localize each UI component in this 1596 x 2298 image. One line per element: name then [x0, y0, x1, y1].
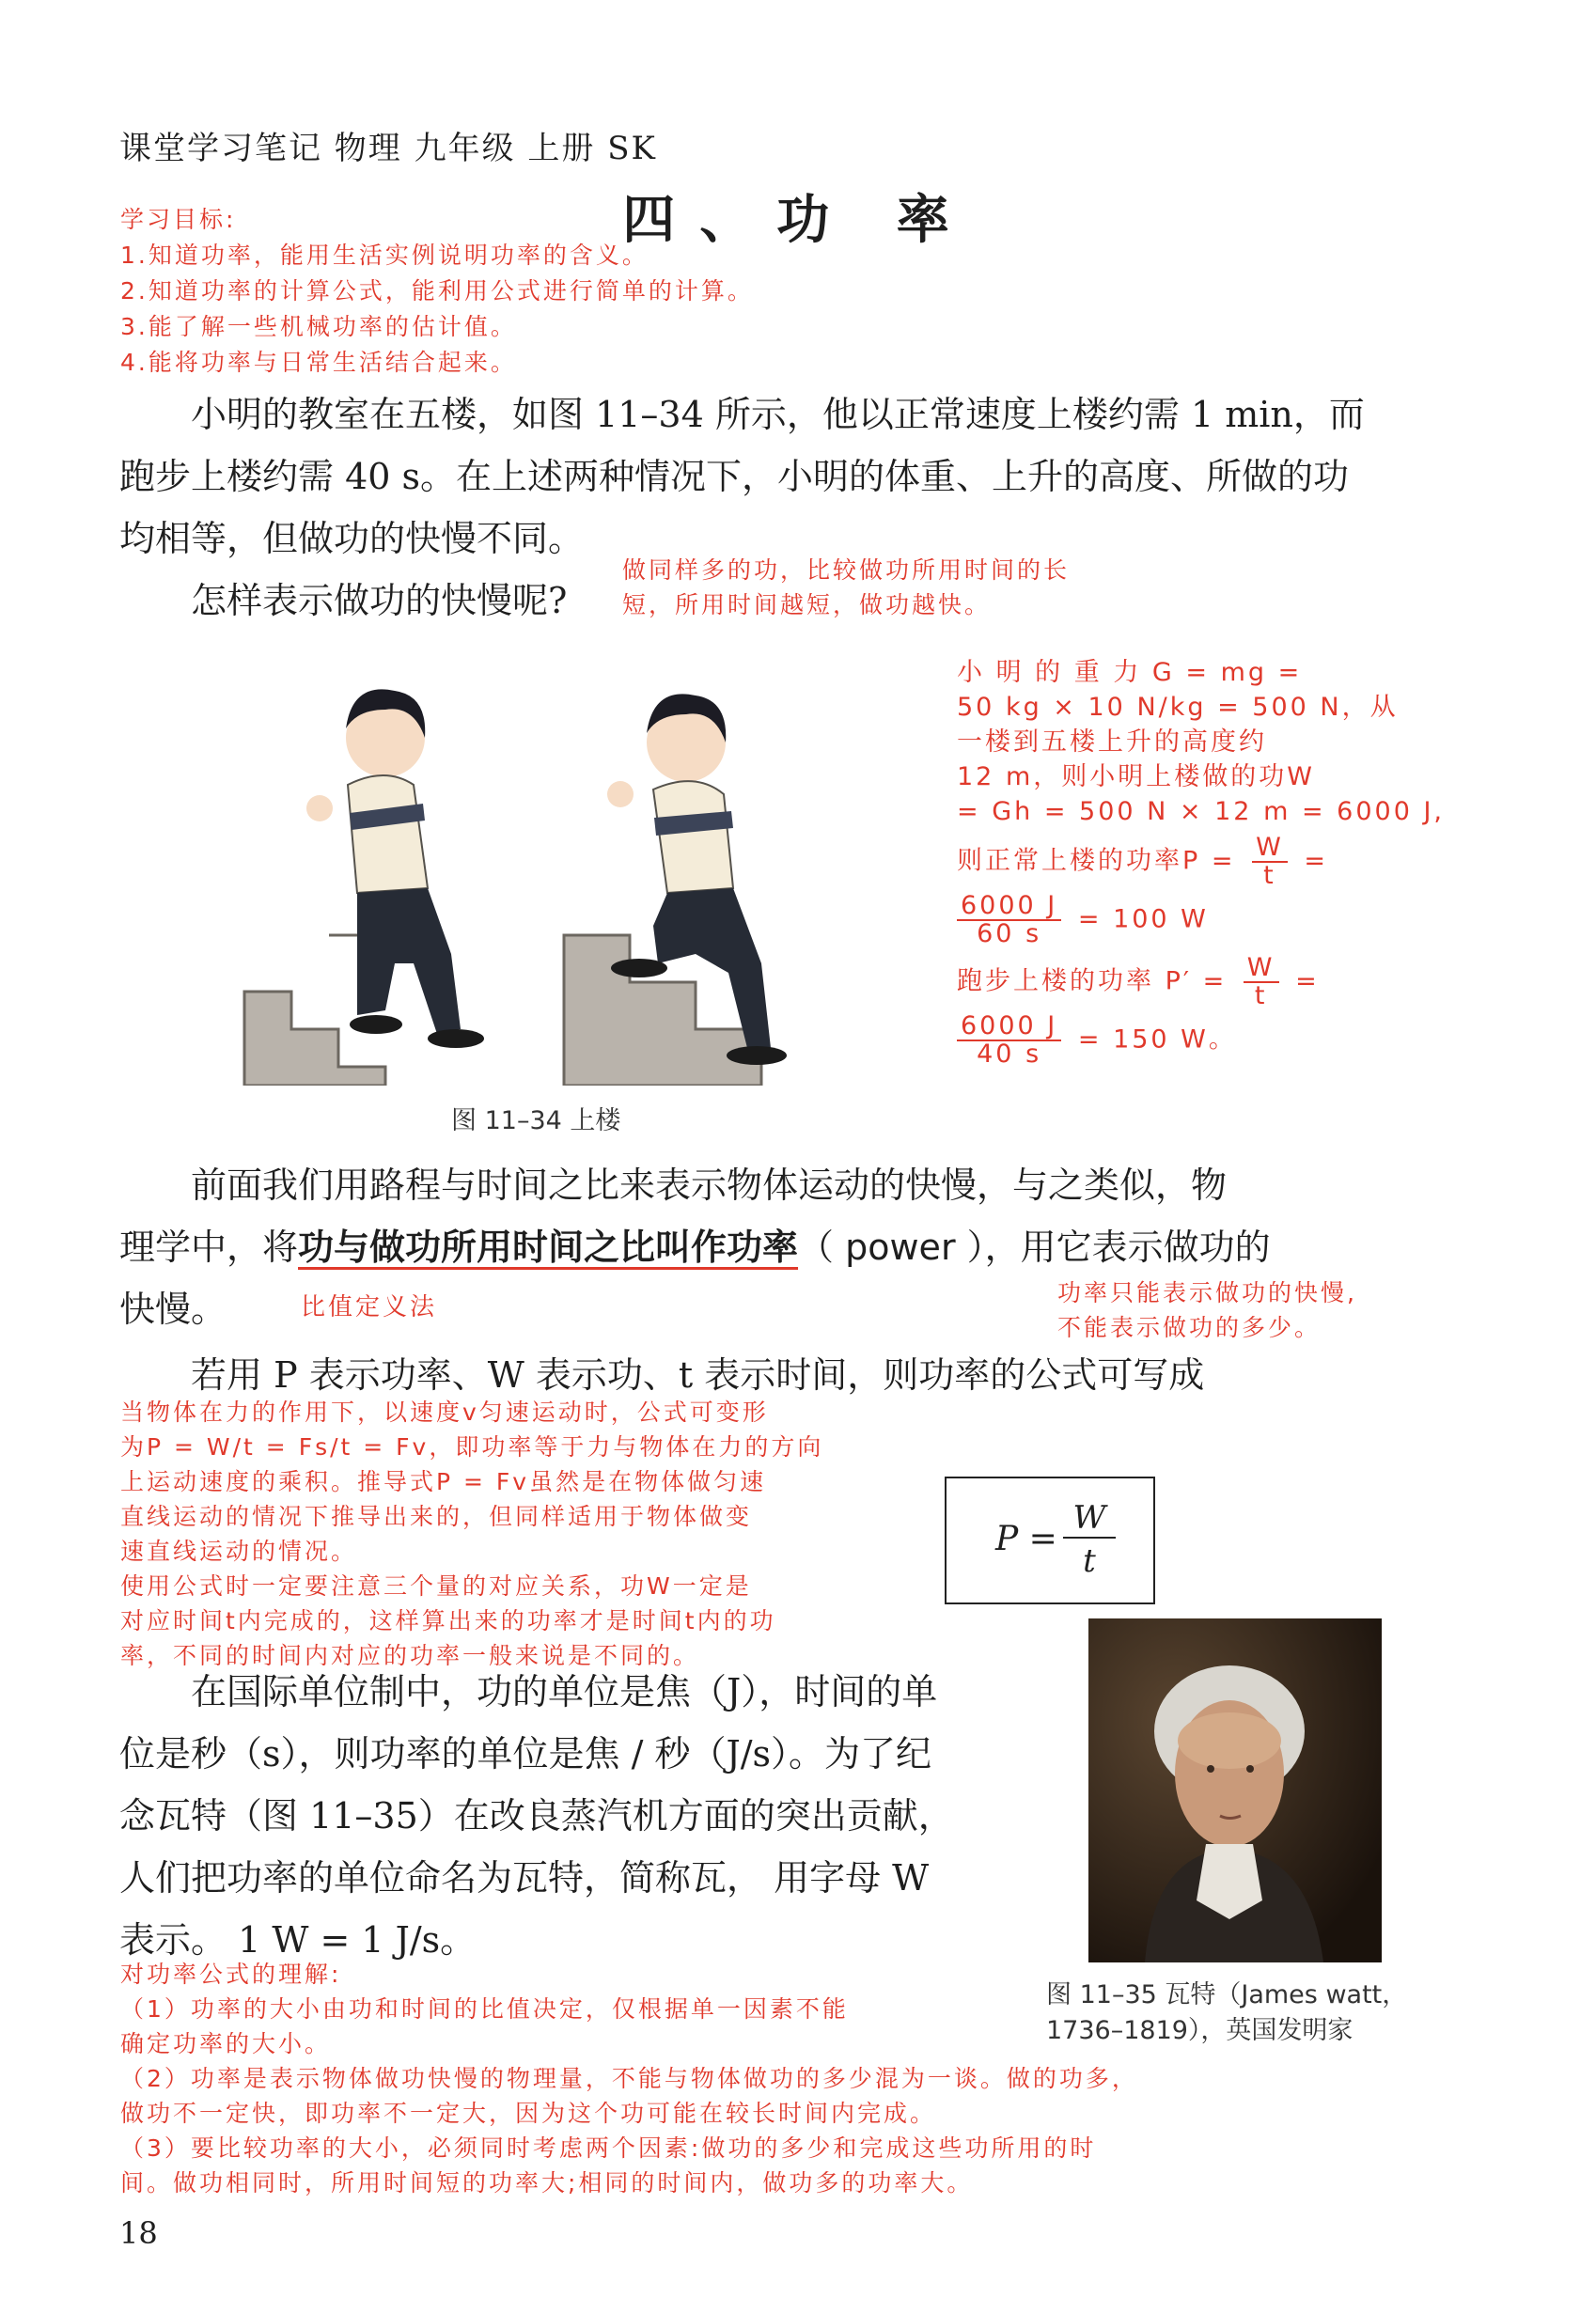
fraction-den: t — [1263, 861, 1276, 890]
note-text: = 100 W — [1077, 904, 1209, 934]
goal-item: 3.能了解一些机械功率的估计值。 — [120, 313, 517, 340]
note-line: 小 明 的 重 力 G = mg = — [957, 658, 1303, 687]
goal-item: 4.能将功率与日常生活结合起来。 — [120, 349, 517, 376]
fraction — [957, 893, 1061, 947]
page-number: 18 — [119, 2215, 158, 2251]
text-line: 小明的教室在五楼，如图 11–34 所示，他以正常速度上楼约需 1 min，而 — [191, 394, 1365, 435]
text-line: 前面我们用路程与时间之比来表示物体运动的快慢，与之类似，物 — [191, 1165, 1228, 1206]
text-line: 表示。 1 W = 1 J/s。 — [119, 1919, 477, 1961]
fraction — [1244, 955, 1279, 1009]
portrait-james-watt — [1088, 1618, 1382, 1962]
note-power-running-result — [957, 1013, 1352, 1068]
text-line: 均相等，但做功的快慢不同。 — [119, 518, 585, 559]
caption-line: 1736–1819），英国发明家 — [1046, 2016, 1353, 2045]
note-ratio-method: 比值定义法 — [301, 1293, 438, 1321]
note-line: 短，所用时间越短，做功越快。 — [622, 591, 992, 618]
text-segment: （ power ），用它表示做功的 — [798, 1227, 1271, 1268]
formula-numerator: W — [1063, 1499, 1116, 1539]
key-definition: 功与做功所用时间之比叫作功率 — [298, 1227, 799, 1268]
text-line: 快慢。 — [119, 1289, 227, 1330]
text-line: 在国际单位制中，功的单位是焦（J），时间的单 — [191, 1671, 938, 1712]
note-understanding — [120, 1957, 1138, 2200]
note-power-normal-result — [957, 893, 1352, 947]
goal-item: 1.知道功率，能用生活实例说明功率的含义。 — [120, 242, 649, 269]
note-text: 则正常上楼的功率P = — [957, 846, 1236, 876]
fraction — [957, 1013, 1061, 1068]
text-line: 跑步上楼约需 40 s。在上述两种情况下，小明的体重、上升的高度、所做的功 — [119, 456, 1350, 497]
note-line: 当物体在力的作用下，以速度v匀速运动时，公式可变形 — [120, 1399, 769, 1426]
note-line: 不能表示做功的多少。 — [1057, 1314, 1322, 1341]
note-line: 率，不同的时间内对应的功率一般来说是不同的。 — [120, 1642, 700, 1669]
illustration-walking — [226, 653, 536, 1086]
fraction-num: 6000 J — [957, 893, 1061, 921]
goals-heading: 学习目标: — [120, 206, 237, 233]
note-line: = Gh = 500 N × 12 m = 6000 J, — [957, 797, 1445, 826]
equals-sign: = — [1304, 846, 1329, 876]
text-line: 位是秒（s），则功率的单位是焦 / 秒（J/s）。为了纪 — [119, 1733, 932, 1774]
figure-climbing-stairs — [226, 653, 874, 1086]
text-line: 念瓦特（图 11–35）在改良蒸汽机方面的突出贡献， — [119, 1795, 954, 1837]
illustration-running — [564, 653, 874, 1086]
fraction-num: 6000 J — [957, 1013, 1061, 1041]
note-power-normal — [957, 835, 1352, 889]
note-line: 为P = W/t = Fs/t = Fv，即功率等于力与物体在力的方向 — [120, 1433, 824, 1461]
note-line: 对功率公式的理解: — [120, 1961, 342, 1988]
note-question — [622, 553, 1070, 622]
fraction-den: 60 s — [977, 919, 1042, 948]
note-line: 功率只能表示做功的快慢, — [1057, 1279, 1357, 1306]
note-line: 12 m，则小明上楼做的功W — [957, 762, 1315, 791]
question-line: 怎样表示做功的快慢呢? — [191, 580, 568, 621]
fraction — [1252, 835, 1288, 889]
section-title: 四、功 率 — [622, 189, 974, 251]
formula-denominator: t — [1083, 1542, 1096, 1580]
note-formula — [120, 1395, 823, 1673]
book-header: 课堂学习笔记 物理 九年级 上册 SK — [119, 130, 657, 167]
fraction-num: W — [1244, 955, 1279, 983]
caption-line: 图 11–35 瓦特（James watt， — [1046, 1980, 1408, 2009]
note-line: 50 kg × 10 N/kg = 500 N，从 — [957, 693, 1399, 722]
learning-goals — [120, 202, 754, 381]
note-line: 直线运动的情况下推导出来的，但同样适用于物体做变 — [120, 1503, 753, 1530]
note-line: （2）功率是表示物体做功快慢的物理量，不能与物体做功的多少混为一谈。做的功多， — [120, 2065, 1138, 2092]
note-power-running — [957, 955, 1352, 1009]
fraction-num: W — [1252, 835, 1288, 863]
paragraph-units — [119, 1661, 1022, 1971]
note-line: 一楼到五楼上升的高度约 — [957, 727, 1267, 757]
paragraph-formula-intro: 若用 P 表示功率、W 表示功、t 表示时间，则功率的公式可写成 — [191, 1354, 1205, 1396]
note-line: （1）功率的大小由功和时间的比值决定，仅根据单一因素不能 — [120, 1995, 849, 2023]
note-line: 使用公式时一定要注意三个量的对应关系，功W一定是 — [120, 1572, 752, 1600]
fraction-den: 40 s — [977, 1040, 1042, 1069]
fraction-den: t — [1254, 981, 1268, 1010]
equals-sign: = — [1295, 966, 1320, 996]
text-line — [119, 1216, 1473, 1278]
note-line: （3）要比较功率的大小，必须同时考虑两个因素:做功的多少和完成这些功所用的时 — [120, 2134, 1097, 2162]
text-segment: 理学中，将 — [119, 1227, 299, 1268]
note-line: 间。做功相同时，所用时间短的功率大;相同的时间内，做功多的功率大。 — [120, 2169, 974, 2196]
note-calculation — [957, 655, 1445, 1069]
note-line: 确定功率的大小。 — [120, 2030, 332, 2057]
note-line: 上运动速度的乘积。推导式P = Fv虽然是在物体做匀速 — [120, 1468, 767, 1495]
text-line: 人们把功率的单位命名为瓦特，简称瓦， 用字母 W — [119, 1857, 930, 1899]
figure-caption: 图 11–34 上楼 — [451, 1106, 621, 1135]
formula-lhs: P = — [995, 1520, 1057, 1558]
goal-item: 2.知道功率的计算公式，能利用公式进行简单的计算。 — [120, 277, 754, 305]
note-line: 速直线运动的情况。 — [120, 1538, 358, 1565]
note-line: 对应时间t内完成的，这样算出来的功率才是时间t内的功 — [120, 1607, 776, 1634]
formula-box — [945, 1477, 1155, 1604]
note-text: 跑步上楼的功率 P′ = — [957, 966, 1228, 996]
note-text: = 150 W。 — [1077, 1024, 1237, 1055]
note-line: 做同样多的功，比较做功所用时间的长 — [622, 556, 1071, 584]
note-power-meaning — [1057, 1275, 1357, 1345]
note-line: 做功不一定快，即功率不一定大，因为这个功可能在较长时间内完成。 — [120, 2100, 937, 2127]
